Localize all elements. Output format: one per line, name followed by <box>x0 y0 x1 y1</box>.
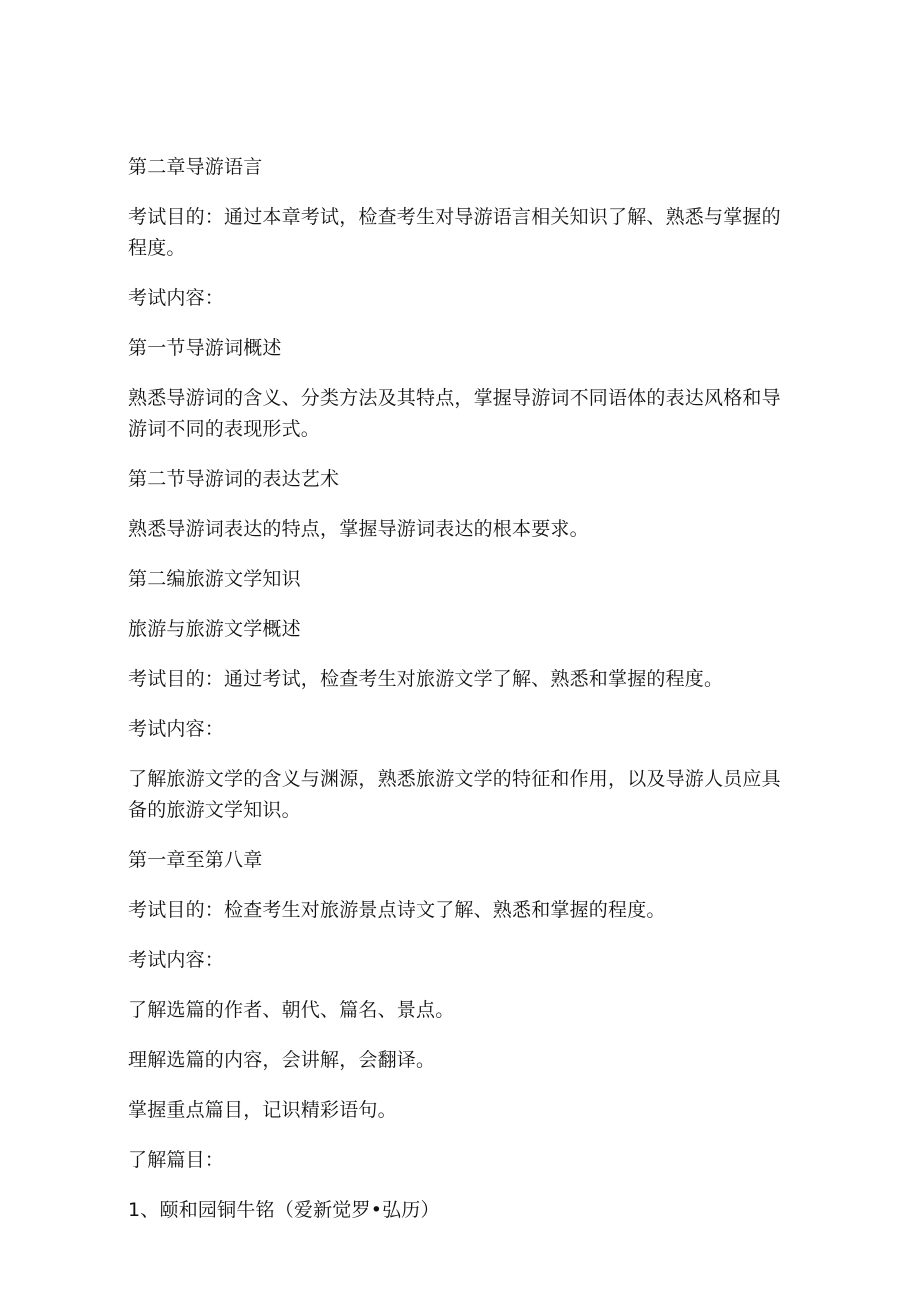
document-body <box>128 152 788 1245</box>
part-heading: 第二编旅游文学知识 <box>128 568 301 590</box>
requirement-item: 理解选篇的内容，会讲解，会翻译。 <box>128 1049 436 1071</box>
section-body: 熟悉导游词的含义、分类方法及其特点，掌握导游词不同语体的表达风格和导游词不同的表现形式。 <box>128 387 781 440</box>
section-heading: 第二节导游词的表达艺术 <box>128 468 340 490</box>
list-item: 1、颐和园铜牛铭（爱新觉罗•弘历） <box>128 1199 440 1221</box>
requirement-item: 了解选篇的作者、朝代、篇名、景点。 <box>128 999 455 1021</box>
exam-purpose: 考试目的：通过考试，检查考生对旅游文学了解、熟悉和掌握的程度。 <box>128 668 724 690</box>
exam-purpose: 考试目的：检查考生对旅游景点诗文了解、熟悉和掌握的程度。 <box>128 899 666 921</box>
list-heading: 了解篇目： <box>128 1149 225 1171</box>
section-body: 了解旅游文学的含义与渊源，熟悉旅游文学的特征和作用，以及导游人员应具备的旅游文学知识。 <box>128 768 781 821</box>
requirement-item: 掌握重点篇目，记识精彩语句。 <box>128 1099 397 1121</box>
section-heading: 第一节导游词概述 <box>128 337 282 359</box>
exam-content-label: 考试内容： <box>128 287 225 309</box>
chapter-heading: 第一章至第八章 <box>128 849 263 871</box>
exam-content-label: 考试内容： <box>128 949 225 971</box>
section-body: 熟悉导游词表达的特点，掌握导游词表达的根本要求。 <box>128 518 589 540</box>
exam-content-label: 考试内容： <box>128 718 225 740</box>
chapter-heading: 第二章导游语言 <box>128 156 263 178</box>
chapter-heading: 旅游与旅游文学概述 <box>128 618 301 640</box>
exam-purpose: 考试目的：通过本章考试，检查考生对导游语言相关知识了解、熟悉与掌握的程度。 <box>128 206 781 259</box>
